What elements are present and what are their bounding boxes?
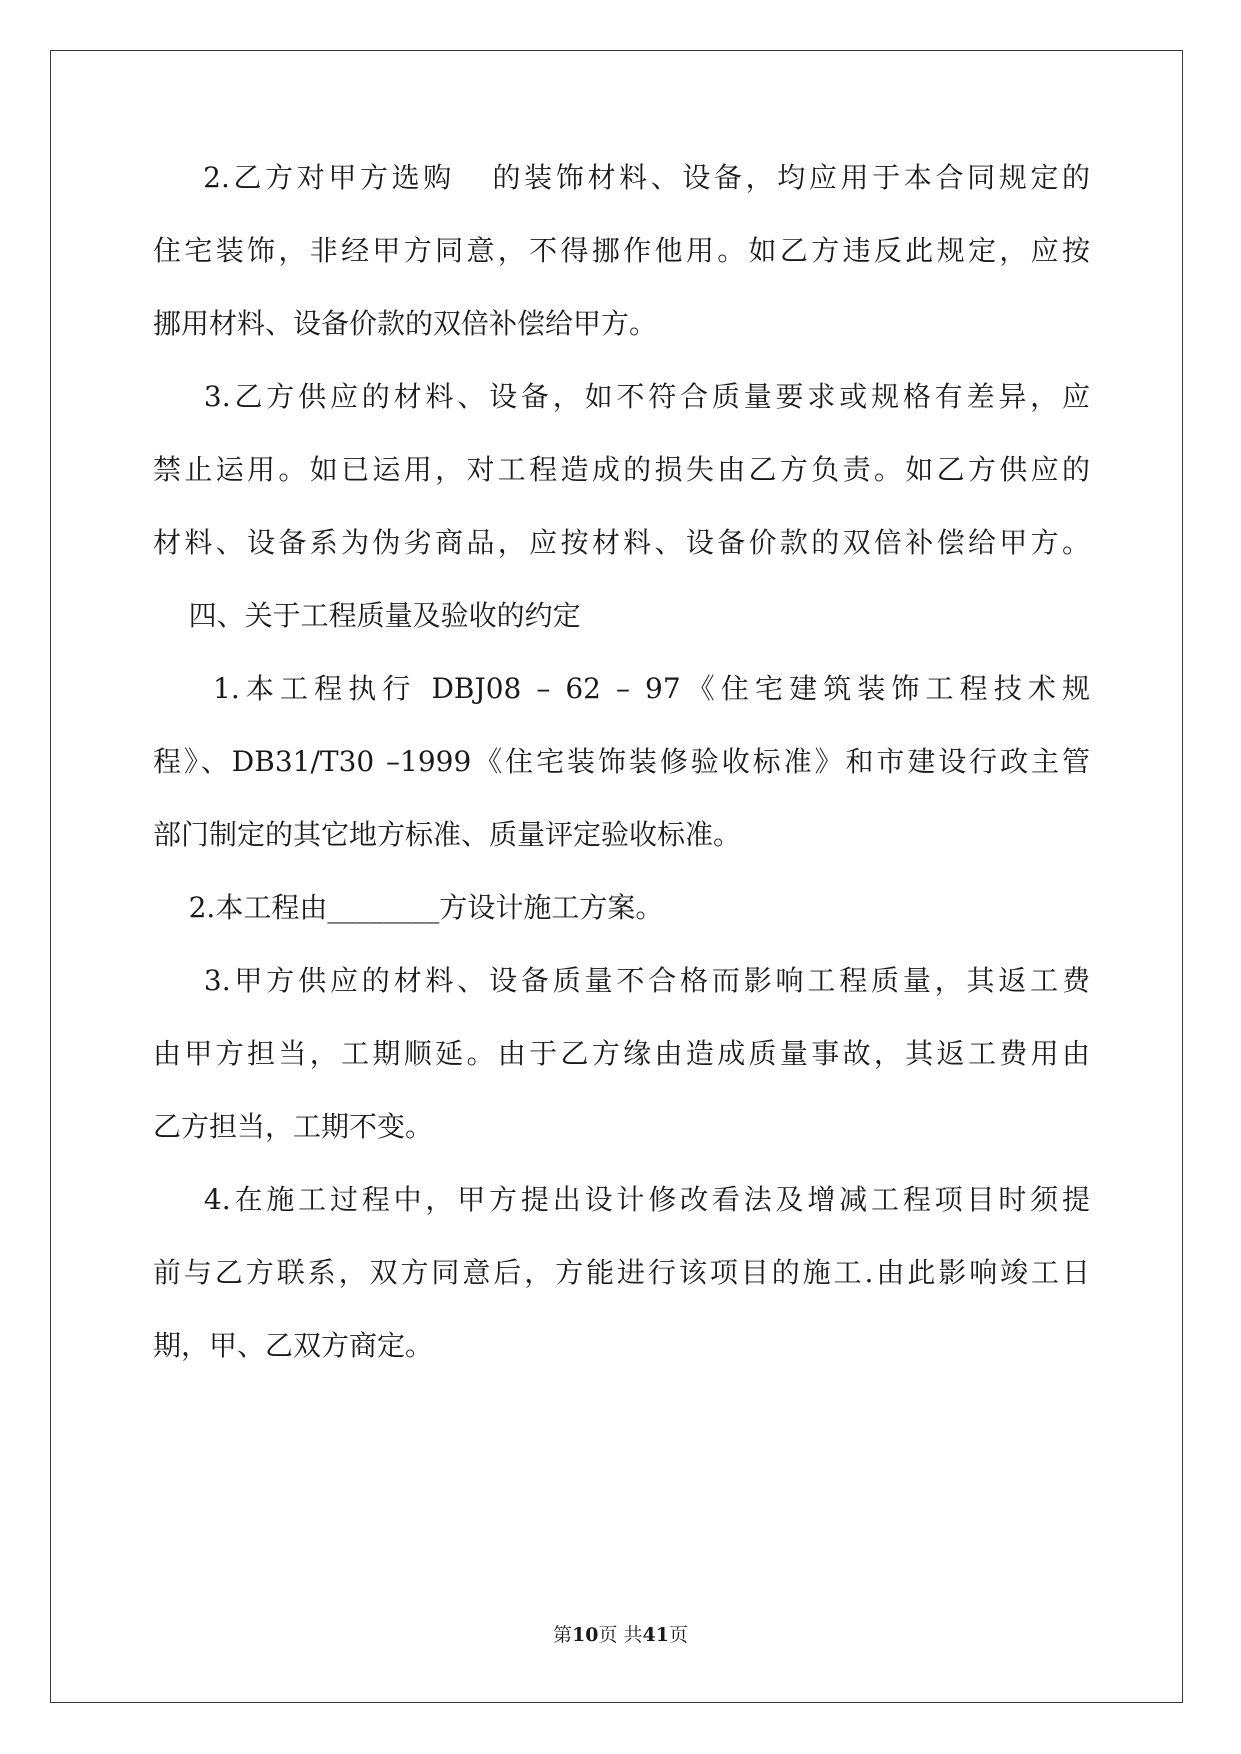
paragraph-line: 3.甲方供应的材料、设备质量不合格而影响工程质量，其返工费 <box>153 964 1090 997</box>
section-heading: 四、关于工程质量及验收的约定 <box>153 599 581 632</box>
paragraph-line: 挪用材料、设备价款的双倍补偿给甲方。 <box>153 307 658 340</box>
total-pages-number: 41 <box>642 1624 669 1646</box>
footer-prefix: 第 <box>553 1624 573 1646</box>
footer-suffix: 页 <box>668 1624 688 1646</box>
paragraph-line: 期，甲、乙双方商定。 <box>153 1329 434 1362</box>
paragraph-line: 乙方担当，工期不变。 <box>153 1110 434 1143</box>
paragraph-line: 2.本工程由________方设计施工方案。 <box>153 891 664 924</box>
current-page-number: 10 <box>572 1624 599 1646</box>
paragraph-line: 程》、DB31/T30 –1999《住宅装饰装修验收标准》和市建设行政主管 <box>153 745 1090 778</box>
paragraph-line: 2.乙方对甲方选购 的装饰材料、设备，均应用于本合同规定的 <box>153 161 1090 194</box>
paragraph-line: 1.本工程执行 DBJ08 – 62 – 97《住宅建筑装饰工程技术规 <box>153 672 1090 705</box>
paragraph-line: 禁止运用。如已运用，对工程造成的损失由乙方负责。如乙方供应的 <box>153 453 1090 486</box>
page-footer <box>0 1620 1241 1647</box>
paragraph-line: 部门制定的其它地方标准、质量评定验收标准。 <box>153 818 742 851</box>
paragraph-line: 材料、设备系为伪劣商品，应按材料、设备价款的双倍补偿给甲方。 <box>153 526 1090 559</box>
paragraph-line: 4.在施工过程中，甲方提出设计修改看法及增减工程项目时须提 <box>153 1183 1090 1216</box>
page-border <box>50 50 1183 1703</box>
paragraph-line: 由甲方担当，工期顺延。由于乙方缘由造成质量事故，其返工费用由 <box>153 1037 1090 1070</box>
paragraph-line: 3.乙方供应的材料、设备，如不符合质量要求或规格有差异，应 <box>153 380 1090 413</box>
footer-mid: 页 共 <box>598 1624 643 1646</box>
paragraph-line: 前与乙方联系，双方同意后，方能进行该项目的施工.由此影响竣工日 <box>153 1256 1090 1289</box>
paragraph-line: 住宅装饰，非经甲方同意，不得挪作他用。如乙方违反此规定，应按 <box>153 234 1090 267</box>
